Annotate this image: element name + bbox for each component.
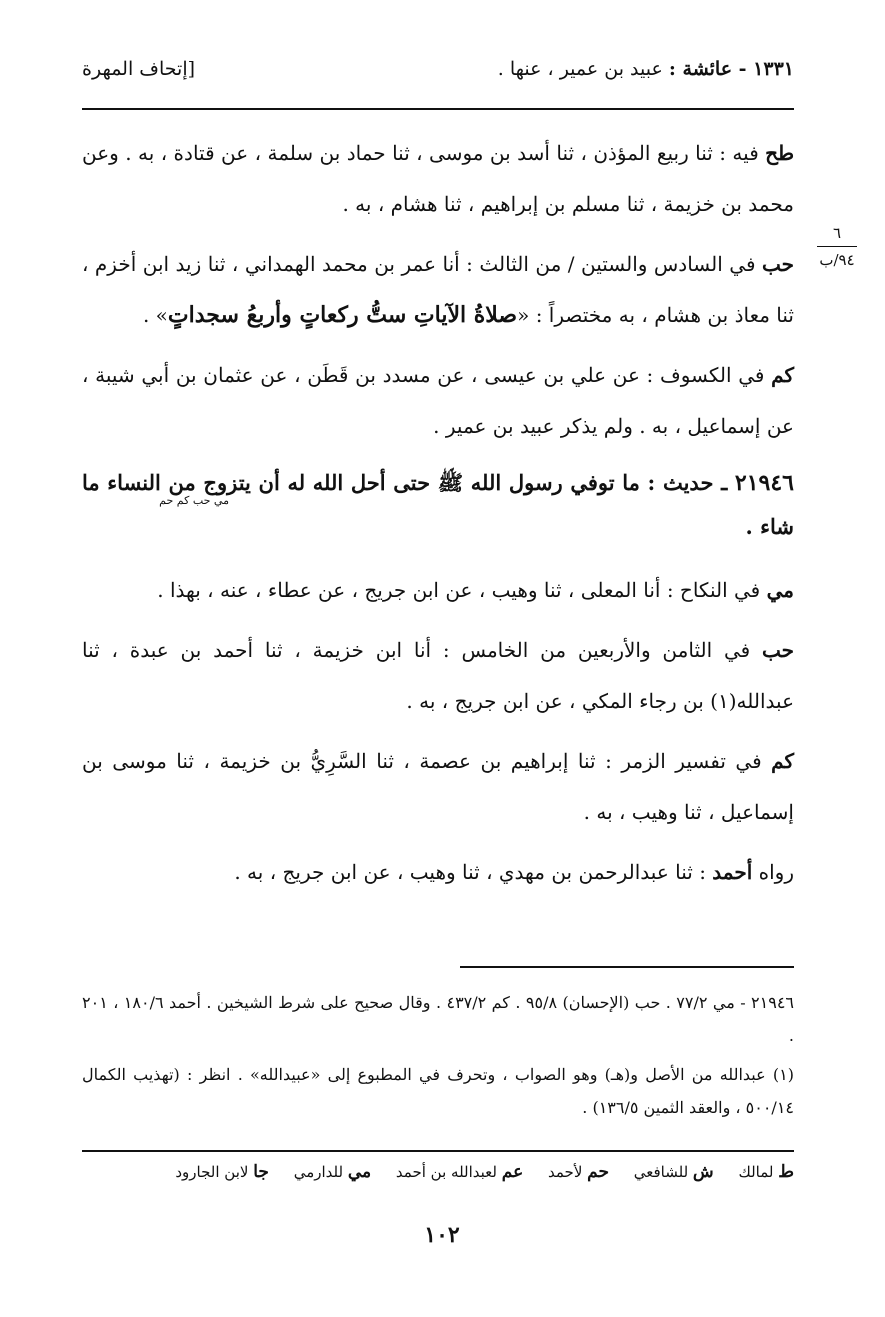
footnote: ٢١٩٤٦ - مي ٧٧/٢ . حب (الإحسان) ٩٥/٨ . كم ٤٣٧/٢ . وقال صحيح على شرط الشيخين . أحمد ١٨٠/٦ ، ٢٠١ . bbox=[82, 993, 795, 1045]
legend-item: ش للشافعي bbox=[633, 1162, 714, 1182]
header-rule bbox=[82, 108, 794, 110]
abbreviation-legend bbox=[82, 1162, 794, 1182]
main-text bbox=[82, 128, 794, 907]
chapter-heading: ١٣٣١ - عائشة : عبيد بن عمير ، عنها . bbox=[497, 58, 794, 80]
legend-item: جا لابن الجارود bbox=[175, 1162, 269, 1182]
source-codes: مي حب كم حم bbox=[159, 494, 229, 507]
footnote-rule bbox=[460, 966, 794, 968]
running-header bbox=[82, 58, 794, 94]
legend-item: عم لعبدالله بن أحمد bbox=[395, 1162, 524, 1182]
source-paragraph: طح فيه : ثنا ربيع المؤذن ، ثنا أسد بن موسى ، ثنا حماد بن سلمة ، عن قتادة ، به . وعن محمد بن خزيمة ، ثنا مسلم بن إبراهيم ، ثنا هشام ، به . bbox=[82, 141, 794, 216]
source-paragraph: كم في تفسير الزمر : ثنا إبراهيم بن عصمة ، ثنا السَّرِيُّ بن خزيمة ، ثنا موسى بن إسماعيل ، ثنا وهيب ، به . bbox=[82, 749, 794, 824]
footnotes bbox=[82, 986, 794, 1130]
legend-item: مي للدارمي bbox=[293, 1162, 372, 1182]
legend-item: ط لمالك bbox=[738, 1162, 794, 1182]
source-paragraph: مي في النكاح : أنا المعلى ، ثنا وهيب ، عن ابن جريج ، عن عطاء ، عنه ، بهذا . bbox=[157, 578, 794, 602]
footnote: (١) عبدالله من الأصل و(هـ) وهو الصواب ، وتحرف في المطبوع إلى «عبيدالله» . انظر : (تهذيب الكمال ٥٠٠/١٤ ، والعقد الثمين ١٣٦/٥) . bbox=[82, 1065, 794, 1117]
legend-item: حم لأحمد bbox=[548, 1162, 609, 1182]
source-paragraph: رواه أحمد : ثنا عبدالرحمن بن مهدي ، ثنا وهيب ، عن ابن جريج ، به . bbox=[234, 860, 794, 884]
book-title: [إتحاف المهرة bbox=[82, 58, 196, 80]
page-number: ١٠٢ bbox=[424, 1222, 460, 1248]
manuscript-folio-note: ٦ ٩٤/ب bbox=[812, 224, 862, 269]
source-paragraph: حب في السادس والستين / من الثالث : أنا عمر بن محمد الهمداني ، ثنا زيد ابن أخزم ، ثنا معاذ بن هشام ، به مختصراً : «صلاةُ الآياتِ ستُّ ركعاتٍ وأربعُ سجداتٍ» . bbox=[82, 252, 794, 328]
legend-rule bbox=[82, 1150, 794, 1152]
source-paragraph: حب في الثامن والأربعين من الخامس : أنا ابن خزيمة ، ثنا أحمد بن عبدة ، ثنا عبدالله(١) بن رجاء المكي ، عن ابن جريج ، به . bbox=[82, 638, 794, 713]
hadith-number: ٢١٩٤٦ bbox=[734, 470, 794, 496]
source-paragraph: كم في الكسوف : عن علي بن عيسى ، عن مسدد بن قَطَن ، عن عثمان بن أبي شيبة ، عن إسماعيل ، به . ولم يذكر عبيد بن عمير . bbox=[82, 363, 794, 438]
hadith-heading: ٢١٩٤٦ ـ حديث : ما توفي رسول الله ﷺ حتى أحل الله له أن يتزوج من النساء ما شاء . مي حب كم حم bbox=[82, 470, 794, 539]
